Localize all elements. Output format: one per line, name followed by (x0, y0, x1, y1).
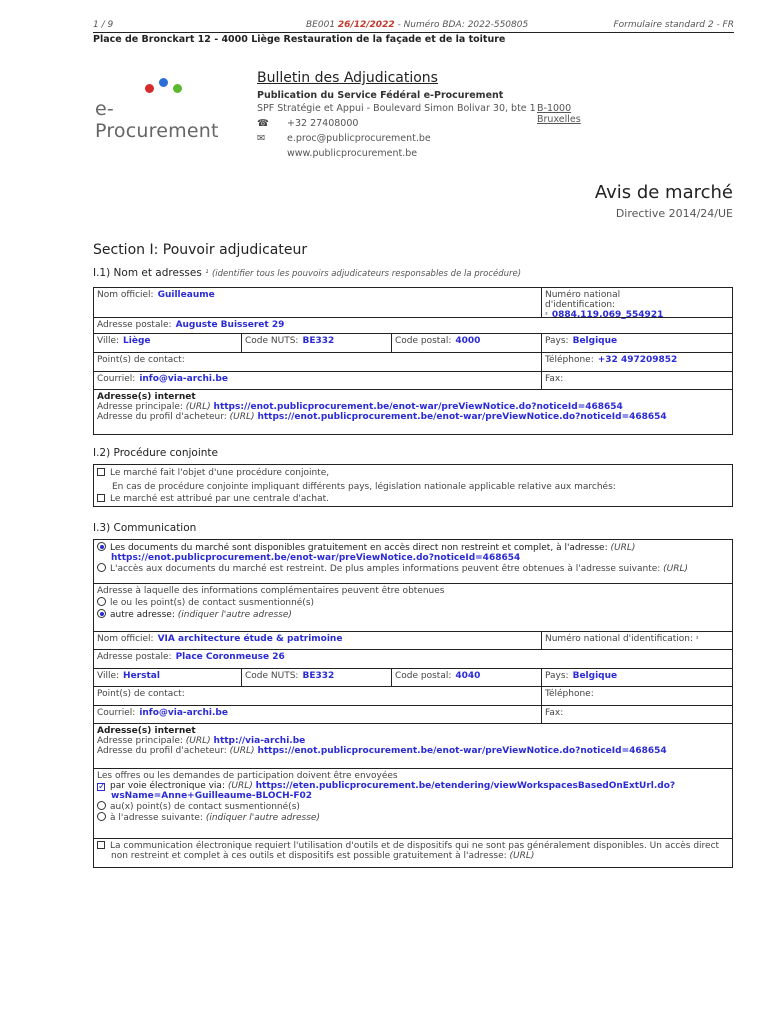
c-contact-cell: Point(s) de contact: (94, 687, 542, 706)
logo-dot-red (145, 84, 154, 93)
offres-address-radio[interactable] (97, 812, 106, 821)
s13-box (93, 539, 733, 868)
tel-cell: Téléphone: +32 497209852 (542, 353, 732, 372)
bulletin-email[interactable]: e.proc@publicprocurement.be (287, 133, 431, 144)
s11-heading: I.1) Nom et adresses ¹ (identifier tous les pouvoirs adjudicateurs responsables de la procédure) (93, 267, 522, 279)
bulletin-publisher: Publication du Service Fédéral e-Procurement (257, 90, 504, 101)
c-tel-cell: Téléphone: (542, 687, 732, 706)
logo-dot-blue (159, 78, 168, 87)
c-natid-cell: Numéro national d'identification: ² (542, 632, 732, 650)
c-ville-cell: Ville: Herstal (94, 669, 242, 687)
bulletin-web-line (257, 148, 536, 161)
notice-date: 26/12/2022 (337, 20, 395, 30)
contact-cell: Point(s) de contact: (94, 353, 542, 372)
docs-url[interactable]: https://enot.publicprocurement.be/enot-war/preViewNotice.do?noticeId=468654 (111, 553, 521, 563)
s13-heading: I.3) Communication (93, 522, 197, 534)
c-postal-cell: Code postal: 4040 (392, 669, 542, 687)
c-adresse-cell: Adresse postale: Place Coronmeuse 26 (94, 650, 732, 669)
pays-cell: Pays: Belgique (542, 334, 732, 353)
adresse-cell: Adresse postale: Auguste Buisseret 29 (94, 318, 732, 334)
joint-procedure-note: En cas de procédure conjointe impliquant différents pays, législation nationale applicable relative aux marchés: (112, 482, 616, 492)
notice-subtitle: Place de Bronckart 12 - 4000 Liège Restauration de la façade et de la toiture (93, 32, 734, 45)
nuts-cell: Code NUTS: BE332 (242, 334, 392, 353)
c-nuts-cell: Code NUTS: BE332 (242, 669, 392, 687)
joint-procedure-row: Le marché fait l'objet d'une procédure conjointe, (97, 468, 329, 478)
c-pays-cell: Pays: Belgique (542, 669, 732, 687)
s12-heading: I.2) Procédure conjointe (93, 447, 218, 459)
ville-cell: Ville: Liège (94, 334, 242, 353)
bulletin-title: Bulletin des Adjudications (257, 70, 438, 86)
offres-electronic-checkbox[interactable]: ✓ (98, 782, 106, 792)
docs-restricted-radio[interactable] (97, 563, 106, 572)
central-purchasing-checkbox[interactable] (97, 494, 105, 502)
bulletin-city: B-1000 Bruxelles (537, 103, 581, 125)
nom-officiel-value: Guilleaume (157, 290, 215, 300)
joint-procedure-checkbox[interactable] (97, 468, 105, 476)
s12-box (93, 464, 733, 507)
offres-url[interactable]: https://eten.publicprocurement.be/etendering/viewWorkspacesBasedOnExtUrl.do? (255, 781, 676, 791)
c-principale-url[interactable]: http://via-archi.be (213, 736, 306, 746)
eprocurement-logo (95, 78, 230, 142)
bulletin-phone-line: ☎ +32 27408000 (257, 118, 359, 129)
offres-contact-radio[interactable] (97, 801, 106, 810)
fax-cell: Fax: (542, 372, 732, 390)
natid-cell: Numéro national d'identification: ² 0884.119.069_554921 (542, 288, 732, 318)
postal-cell: Code postal: 4000 (392, 334, 542, 353)
docs-free-radio[interactable] (97, 542, 106, 551)
page-number: 1 / 9 (93, 20, 114, 30)
elec-tools-cell: La communication électronique requiert l'utilisation d'outils et de dispositifs qui ne sont pas généralement disponibles. Un accès direct non restreint et complet à ces outils et dispositifs est possible gratuitement à l'adresse: (URL) (94, 839, 732, 867)
c-internet-cell: Adresse(s) internet Adresse principale: (URL) http://via-archi.be Adresse du profil d'acheteur: (URL) https://enot.publicprocurement.be/enot-war/preViewNotice.do?noticeId=468654 (94, 724, 732, 769)
c-nom-cell: Nom officiel: VIA architecture étude & patrimoine (94, 632, 542, 650)
logo-dot-green (173, 84, 182, 93)
s11-table (93, 287, 733, 435)
notice-reference: BE001 26/12/2022 - Numéro BDA: 2022-550805 (306, 20, 529, 30)
offres-cell: Les offres ou les demandes de participation doivent être envoyées ✓ par voie électronique via: (URL) https://eten.publicprocurement.be/etendering/viewWorkspacesBasedOnExtUrl.do? wsName=Anne+Guilleaume-BLOCH-F02 au(x) point(s) de contact susmentionné(s) à l'adresse suivante: (indiquer l'autre adresse) (94, 769, 732, 839)
bulletin-address-line: SPF Stratégie et Appui - Boulevard Simon Bolivar 30, bte 1 B-1000 Bruxelles (257, 103, 581, 125)
info-other-radio[interactable] (97, 609, 106, 618)
c-fax-cell: Fax: (542, 706, 732, 724)
docs-cell: Les documents du marché sont disponibles gratuitement en accès direct non restreint et complet, à l'adresse: (URL) https://enot.publicprocurement.be/enot-war/preViewNotice.do?noticeId=468654 L'accès aux documents du marché est restreint. De plus amples informations peuvent être obtenues à l'adresse suivante: (URL) (94, 540, 732, 584)
internet-cell: Adresse(s) internet Adresse principale: (URL) https://enot.publicprocurement.be/enot-war/preViewNotice.do?noticeId=468654 Adresse du profil d'acheteur: (URL) https://enot.publicprocurement.be/enot-war/preViewNotice.do?noticeId=468654 (97, 392, 667, 422)
avis-title: Avis de marché (594, 182, 733, 203)
bulletin-email-line (257, 133, 536, 146)
elec-tools-checkbox[interactable] (97, 841, 105, 849)
phone-icon: ☎ (257, 118, 269, 129)
avis-block (595, 182, 733, 220)
profil-url[interactable]: https://enot.publicprocurement.be/enot-war/preViewNotice.do?noticeId=468654 (257, 412, 667, 422)
section-title: Section I: Pouvoir adjudicateur (93, 242, 308, 258)
natid-value: 0884.119.069_554921 (551, 310, 664, 320)
principale-url[interactable]: https://enot.publicprocurement.be/enot-war/preViewNotice.do?noticeId=468654 (213, 402, 623, 412)
avis-directive: Directive 2014/24/UE (615, 207, 733, 220)
info-cell: Adresse à laquelle des informations complémentaires peuvent être obtenues le ou les point(s) de contact susmentionné(s) autre adresse: (indiquer l'autre adresse) (94, 584, 732, 632)
info-contact-radio[interactable] (97, 597, 106, 606)
central-purchasing-row: Le marché est attribué par une centrale d'achat. (97, 494, 329, 504)
envelope-icon: ✉ (257, 133, 265, 144)
c-profil-url[interactable]: https://enot.publicprocurement.be/enot-war/preViewNotice.do?noticeId=468654 (257, 746, 667, 756)
form-name: Formulaire standard 2 - FR (613, 20, 734, 30)
courriel-cell: Courriel: info@via-archi.be (94, 372, 542, 390)
bulletin-block (257, 70, 581, 161)
nom-officiel-cell: Nom officiel: Guilleaume (94, 288, 542, 318)
logo-text: e-Procurement (95, 98, 219, 142)
bulletin-web[interactable]: www.publicprocurement.be (287, 148, 418, 159)
c-courriel-cell: Courriel: info@via-archi.be (94, 706, 542, 724)
